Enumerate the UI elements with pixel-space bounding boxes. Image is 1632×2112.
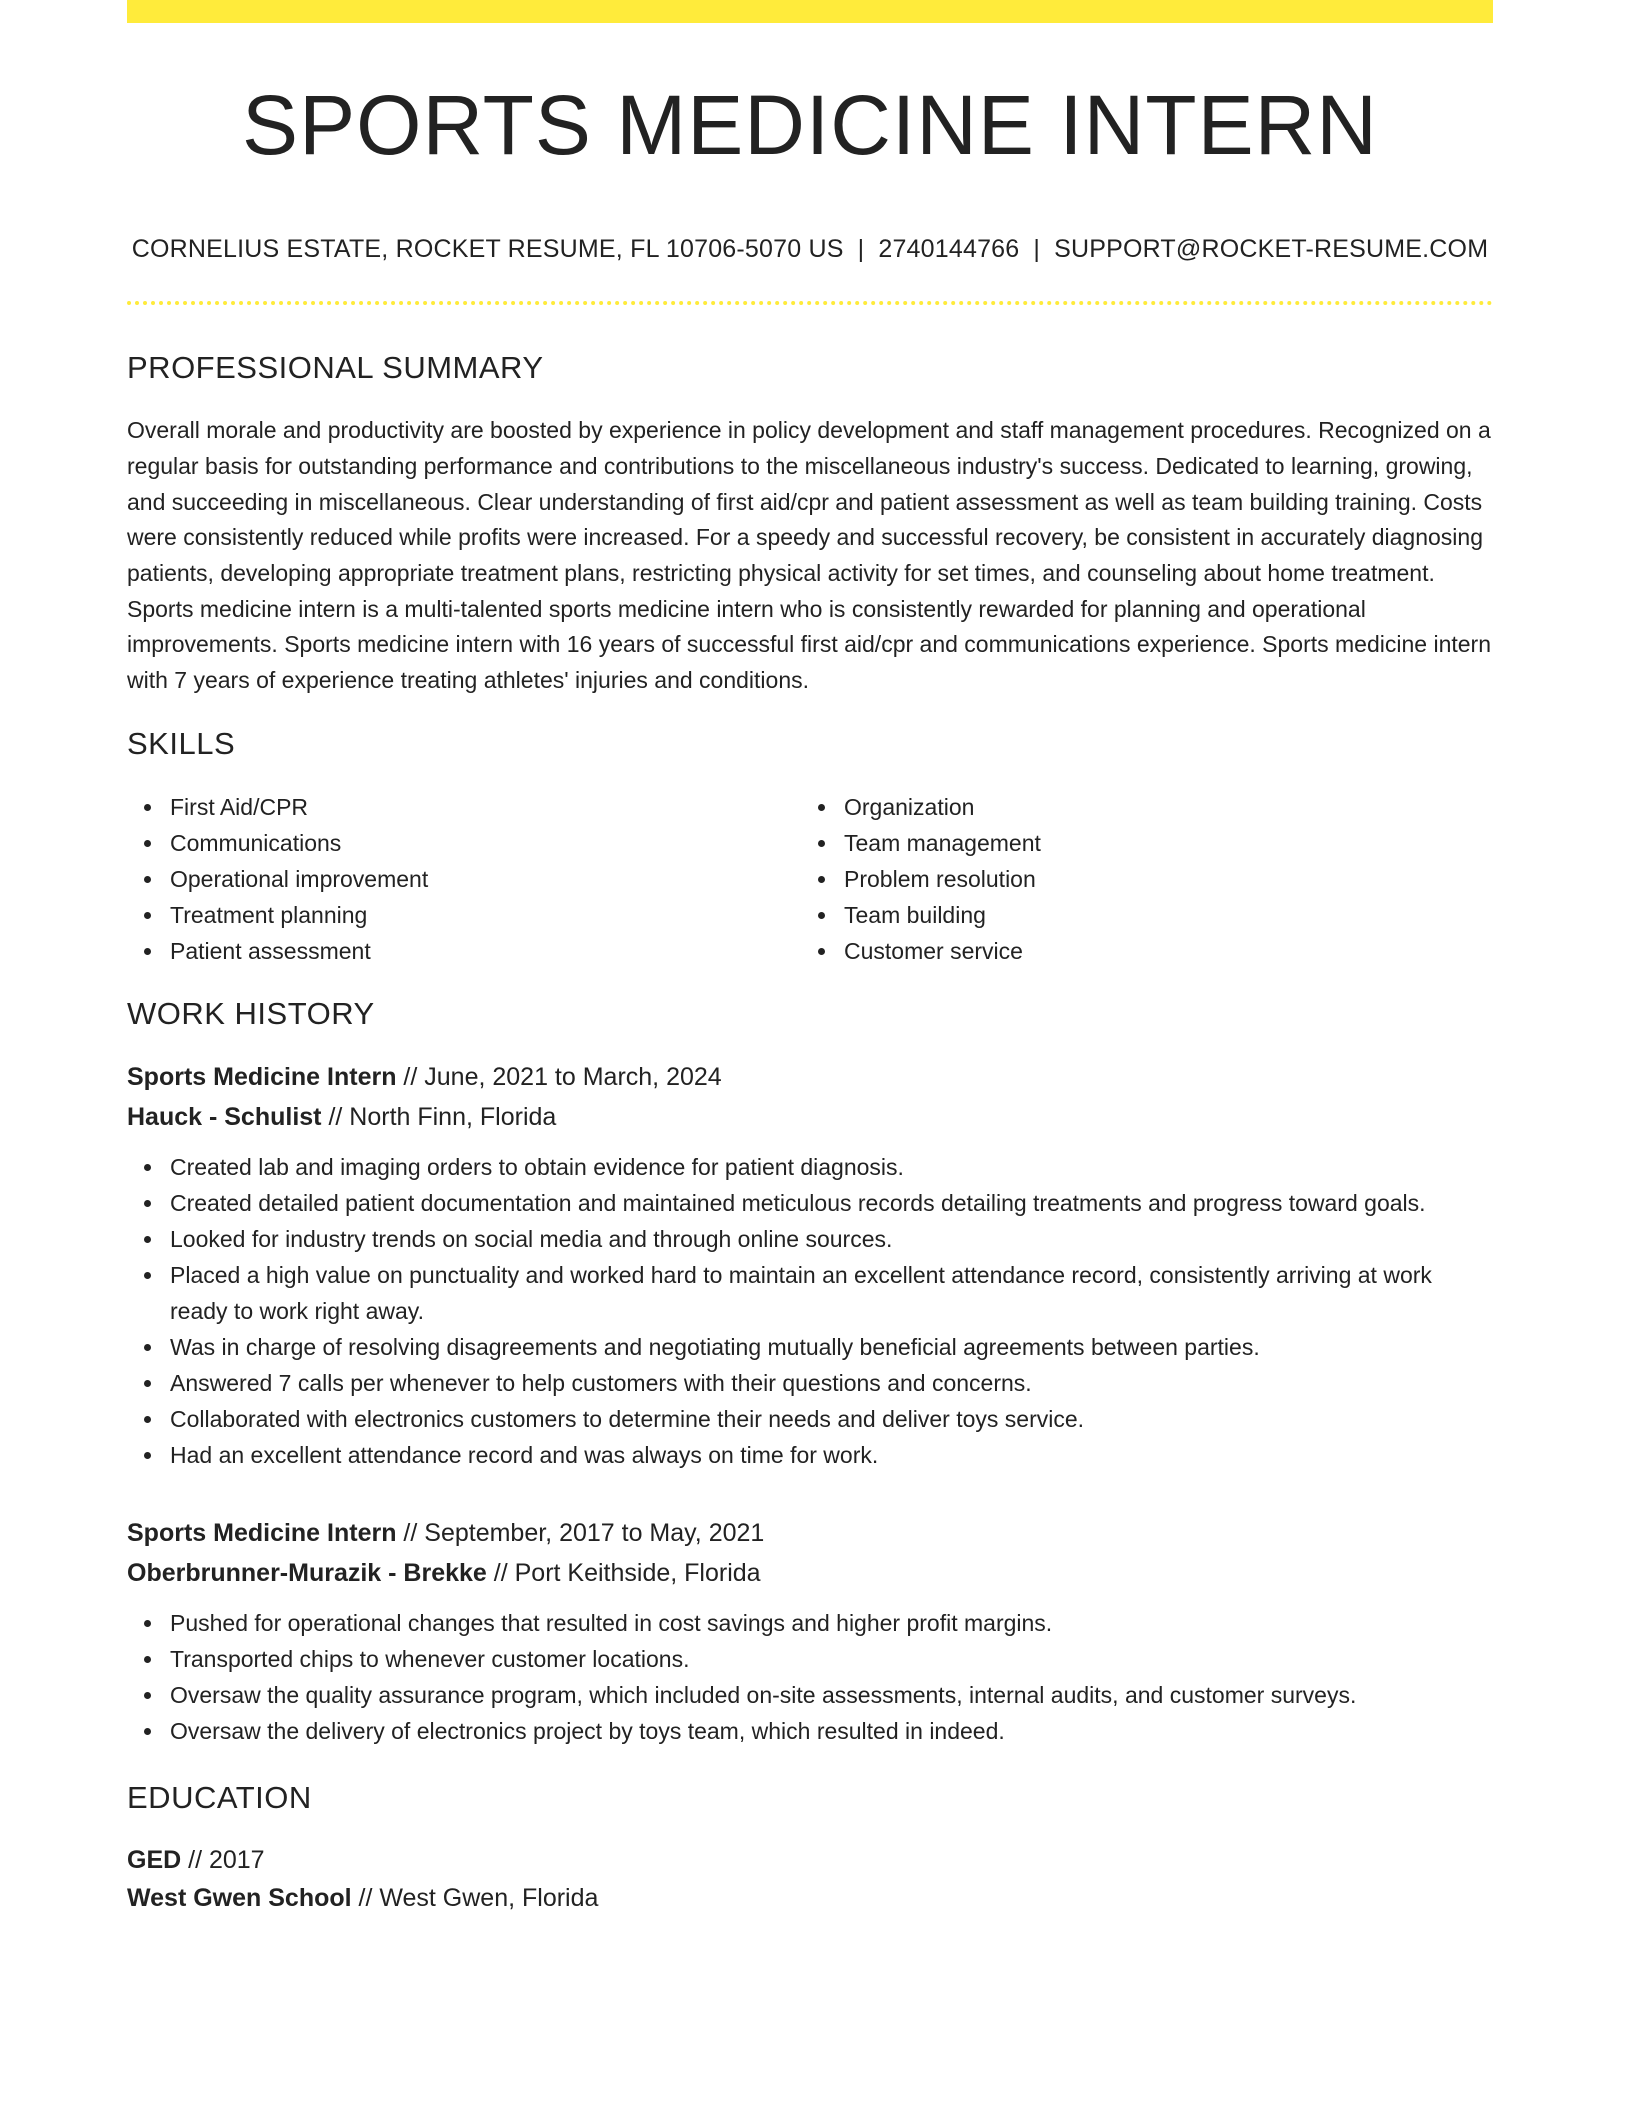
- work-history-heading: WORK HISTORY: [127, 996, 375, 1031]
- education-school: West Gwen School: [127, 1884, 352, 1913]
- skill-item: Problem resolution: [844, 861, 1493, 897]
- job-bullets: [127, 1149, 1493, 1473]
- job-dates: // September, 2017 to May, 2021: [396, 1519, 765, 1548]
- skills-column-right: [801, 789, 1493, 969]
- contact-phone: 2740144766: [878, 235, 1020, 263]
- skill-item: Team building: [844, 897, 1493, 933]
- education-year: // 2017: [181, 1846, 265, 1875]
- job-bullets: [127, 1605, 1493, 1749]
- job-bullet: Created detailed patient documentation and maintained meticulous records detailing treatments and progress toward goals.: [170, 1185, 1493, 1221]
- job-bullet: Looked for industry trends on social media and through online sources.: [170, 1221, 1493, 1257]
- contact-line: [127, 235, 1493, 264]
- job-company-line: [127, 1553, 1493, 1593]
- summary-text: Overall morale and productivity are boosted by experience in policy development and staff management procedures. Recognized on a regular basis for outstanding performance and contributions to the miscellaneous industry's success. Dedicated to learning, growing, and succeeding in miscellaneous. Clear understanding of first aid/cpr and patient assessment as well as team building training. Costs were consistently reduced while profits were increased. For a speedy and successful recovery, be consistent in accurately diagnosing patients, developing appropriate treatment plans, restricting physical activity for set times, and counseling about home treatment. Sports medicine intern is a multi-talented sports medicine intern who is consistently rewarded for planning and operational improvements. Sports medicine intern with 16 years of successful first aid/cpr and communications experience. Sports medicine intern with 7 years of experience treating athletes' injuries and conditions.: [127, 417, 1491, 694]
- contact-separator: |: [857, 235, 865, 263]
- job-company-line: [127, 1097, 1493, 1137]
- resume-name: SPORTS MEDICINE INTERN: [242, 78, 1378, 172]
- job-role: Sports Medicine Intern: [127, 1519, 397, 1548]
- job-company: Oberbrunner-Murazik - Brekke: [127, 1559, 487, 1588]
- skills-grid: [127, 789, 1493, 969]
- education-heading: EDUCATION: [127, 1780, 312, 1816]
- job-title-line: [127, 1057, 1493, 1097]
- education-entry: [127, 1841, 1493, 1917]
- education-location: // West Gwen, Florida: [351, 1884, 599, 1913]
- job-bullet: Transported chips to whenever customer locations.: [170, 1641, 1493, 1677]
- skill-item: Team management: [844, 825, 1493, 861]
- contact-address: CORNELIUS ESTATE, ROCKET RESUME, FL 10706-5070 US: [131, 235, 844, 263]
- skill-item: Patient assessment: [170, 933, 801, 969]
- job-bullet: Created lab and imaging orders to obtain evidence for patient diagnosis.: [170, 1149, 1493, 1185]
- skill-item: Treatment planning: [170, 897, 801, 933]
- dotted-divider: [127, 301, 1493, 305]
- job-entry: [127, 1513, 1493, 1749]
- skill-item: Organization: [844, 789, 1493, 825]
- job-dates: // June, 2021 to March, 2024: [396, 1063, 722, 1092]
- skills-column-left: [127, 789, 801, 969]
- top-accent-bar: [127, 0, 1493, 23]
- job-company: Hauck - Schulist: [127, 1103, 322, 1132]
- education-school-line: [127, 1879, 1493, 1917]
- skill-item: Communications: [170, 825, 801, 861]
- skill-item: First Aid/CPR: [170, 789, 801, 825]
- resume-page: [127, 0, 1493, 1917]
- job-entry: [127, 1057, 1493, 1473]
- job-bullet: Pushed for operational changes that resulted in cost savings and higher profit margins.: [170, 1605, 1493, 1641]
- job-location: // North Finn, Florida: [321, 1103, 557, 1132]
- summary-heading: PROFESSIONAL SUMMARY: [127, 350, 544, 385]
- skill-item: Customer service: [844, 933, 1493, 969]
- job-bullet: Oversaw the quality assurance program, which included on-site assessments, internal audits, and customer surveys.: [170, 1677, 1493, 1713]
- job-role: Sports Medicine Intern: [127, 1063, 397, 1092]
- job-bullet: Placed a high value on punctuality and worked hard to maintain an excellent attendance record, consistently arriving at work ready to work right away.: [170, 1257, 1493, 1329]
- education-degree-line: [127, 1841, 1493, 1879]
- job-bullet: Had an excellent attendance record and was always on time for work.: [170, 1437, 1493, 1473]
- job-location: // Port Keithside, Florida: [486, 1559, 761, 1588]
- education-degree: GED: [127, 1846, 182, 1875]
- job-bullet: Answered 7 calls per whenever to help customers with their questions and concerns.: [170, 1365, 1493, 1401]
- skills-heading: SKILLS: [127, 725, 236, 761]
- job-title-line: [127, 1513, 1493, 1553]
- contact-email: SUPPORT@ROCKET-RESUME.COM: [1054, 235, 1489, 263]
- skill-item: Operational improvement: [170, 861, 801, 897]
- job-bullet: Collaborated with electronics customers to determine their needs and deliver toys service.: [170, 1401, 1493, 1437]
- contact-separator: |: [1033, 235, 1041, 263]
- job-bullet: Was in charge of resolving disagreements and negotiating mutually beneficial agreements between parties.: [170, 1329, 1493, 1365]
- job-bullet: Oversaw the delivery of electronics project by toys team, which resulted in indeed.: [170, 1713, 1493, 1749]
